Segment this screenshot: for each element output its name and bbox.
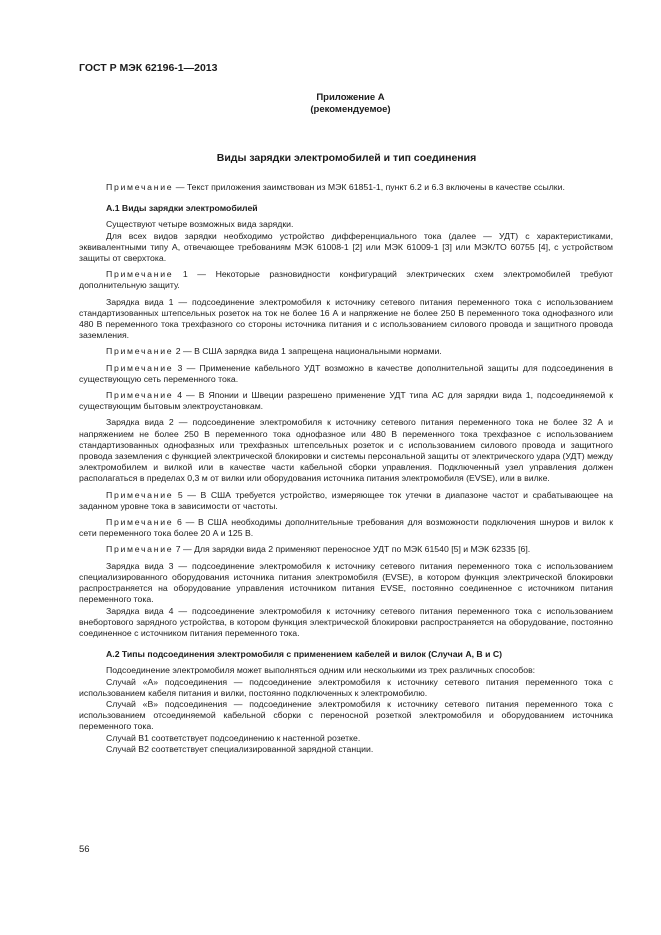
note-label: Примечание — [106, 362, 174, 373]
note-text: 1 — Некоторые разновидности конфигураций электрических схем электромобилей требуют дополнительную защиту. — [79, 269, 613, 291]
note-label: Примечание — [106, 390, 174, 401]
annex-label: Приложение А — [316, 92, 385, 103]
paragraph: Для всех видов зарядки необходимо устройство дифференциального тока (далее — УДТ) с характеристиками, эквивалентными типу А, отвечающее требованиям МЭК 61008-1 [2] или МЭК 61009-1 [3] или МЭК/ТО 60755 [4], с устройством защиты от сверхтока. — [79, 230, 613, 264]
note-text: 6 — В США необходимы дополнительные требования для возможности подключения шнуров и вилок к сети переменного тока более 20 А и 125 В. — [79, 517, 613, 539]
annex-status: (рекомендуемое) — [310, 104, 391, 115]
note-text: 2 — В США зарядка вида 1 запрещена национальными нормами. — [175, 346, 442, 357]
note-label: Примечание — [106, 182, 174, 192]
page-title: Виды зарядки электромобилей и тип соединения — [216, 152, 477, 164]
note-6 — [79, 517, 613, 539]
paragraph-mode-3: Зарядка вида 3 — подсоединение электромобиля к источнику сетевого питания переменного тока с использованием специализированного оборудования источника питания электромобиля (EVSE), в котором функция электрической блокировки распространяется на оборудование управления источником питания EVSE, постоянно соединенное с источником питания переменного тока. — [79, 560, 613, 605]
paragraph-case-b2: Случай В2 соответствует специализированной зарядной станции. — [106, 743, 374, 754]
note-text: 3 — Применение кабельного УДТ возможно в качестве дополнительной защиты для подсоединения в существующую сеть переменного тока. — [79, 362, 614, 384]
document-header: ГОСТ Р МЭК 62196-1—2013 — [79, 62, 218, 74]
note-text: 7 — Для зарядки вида 2 применяют переносное УДТ по МЭК 61540 [5] и МЭК 62335 [6]. — [175, 544, 531, 555]
page-number: 56 — [79, 844, 90, 855]
section-a2-heading: А.2 Типы подсоединения электромобиля с применением кабелей и вилок (Случаи А, В и С) — [106, 649, 503, 660]
paragraph-mode-4: Зарядка вида 4 — подсоединение электромобиля к источнику сетевого питания переменного тока с использованием внебортового зарядного устройства, в котором функция электрической блокировки распространяется на оборудование, постоянно соединенное с источником питания переменного тока. — [79, 605, 613, 638]
paragraph-mode-2: Зарядка вида 2 — подсоединение электромобиля к источнику сетевого питания переменного тока не более 32 А и напряжением не более 250 В переменного тока однофазное или 480 В переменного тока трехфазное с использованием стандартизованных однофазных или трехфазных штепсельных розеток и с использованием силового провода и защитного провода заземления с функцией электрической блокировки и системы персональной защиты от электрического удара (УДТ) между электромобилем и вилкой или в качестве части кабельной сборки управления. Подключенный узел управления должен располагаться в пределах 0,3 м от вилки или оборудования источника питания электромобиля (EVSE), или в вилке. — [79, 417, 613, 484]
note-1 — [79, 269, 613, 291]
section-a1-heading: А.1 Виды зарядки электромобилей — [106, 203, 258, 214]
note-2 — [79, 346, 613, 357]
note-3 — [79, 363, 613, 385]
paragraph: Существуют четыре возможных вида зарядки. — [106, 219, 294, 230]
note-label: Примечание — [106, 346, 174, 357]
note-4 — [79, 390, 613, 412]
paragraph-case-b: Случай «В» подсоединения — подсоединение электромобиля к источнику сетевого питания переменного тока с использованием отсоединяемой кабельной сборки с переносной розеткой электромобиля и оборудованием источника переменного тока. — [79, 698, 613, 732]
note-text: 5 — В США требуется устройство, измеряющее ток утечки в диапазоне частот и срабатывающее на заданном уровне тока в зависимости от частоты. — [79, 489, 613, 511]
note-text: — Текст приложения заимствован из МЭК 61851-1, пункт 6.2 и 6.3 включены в качестве ссылки. — [175, 182, 565, 192]
intro-note — [79, 182, 613, 193]
note-label: Примечание — [106, 269, 174, 280]
document-body — [79, 182, 613, 755]
paragraph-mode-1: Зарядка вида 1 — подсоединение электромобиля к источнику сетевого питания переменного тока с использованием стандартизованных штепсельных розеток на ток не более 16 А и напряжение не более 250 В переменного тока однофазного или 480 В переменного тока трехфазного со стороны источника питания и с использованием силового провода и защитного провода заземления. — [79, 296, 613, 341]
paragraph-case-a: Случай «А» подсоединения — подсоединение электромобиля к источнику сетевого питания переменного тока с использованием кабеля питания и вилки, постоянно подключенных к электромобилю. — [79, 676, 613, 698]
paragraph: Подсоединение электромобиля может выполняться одним или несколькими из трех различных способов: — [106, 665, 536, 676]
note-label: Примечание — [106, 517, 174, 528]
note-7 — [79, 544, 613, 555]
annex-heading — [0, 92, 661, 116]
note-label: Примечание — [106, 489, 174, 500]
note-text: 4 — В Японии и Швеции разрешено применение УДТ типа АС для зарядки вида 1, подсоединяемой к существующим бытовым электроустановкам. — [79, 390, 613, 412]
note-label: Примечание — [106, 544, 174, 555]
note-5 — [79, 490, 613, 512]
paragraph-case-b1: Случай В1 соответствует подсоединению к настенной розетке. — [106, 732, 361, 743]
